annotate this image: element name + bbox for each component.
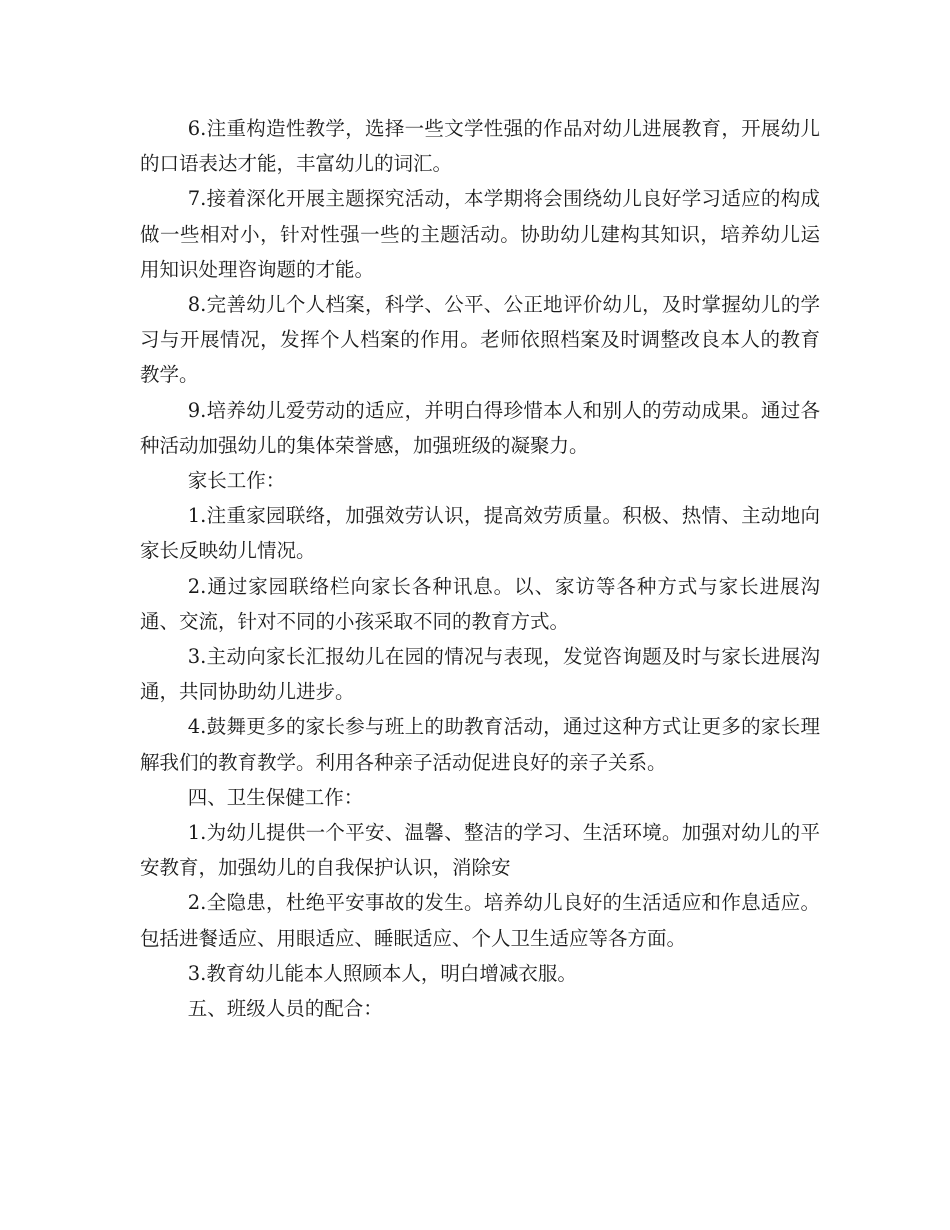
section-heading-parent-work: 家长工作：	[187, 469, 286, 493]
paragraph-item-6: 6.注重构造性教学，选择一些文学性强的作品对幼儿进展教育，开展幼儿的口语表达才能，丰富幼儿的词汇。	[140, 117, 820, 176]
parent-item-4: 4.鼓舞更多的家长参与班上的助教育活动，通过这种方式让更多的家长理解我们的教育教学。利用各种亲子活动促进良好的亲子关系。	[140, 715, 820, 774]
paragraph-item-9: 9.培养幼儿爱劳动的适应，并明白得珍惜本人和别人的劳动成果。通过各种活动加强幼儿的集体荣誉感，加强班级的凝聚力。	[140, 398, 820, 457]
health-item-1: 1.为幼儿提供一个平安、温馨、整洁的学习、生活环境。加强对幼儿的平安教育，加强幼儿的自我保护认识，消除安	[140, 821, 820, 880]
health-item-2: 2.全隐患，杜绝平安事故的发生。培养幼儿良好的生活适应和作息适应。包括进餐适应、用眼适应、睡眠适应、个人卫生适应等各方面。	[140, 891, 820, 950]
section-heading-class-staff: 五、班级人员的配合：	[187, 997, 383, 1021]
parent-item-3: 3.主动向家长汇报幼儿在园的情况与表现，发觉咨询题及时与家长进展沟通，共同协助幼儿进步。	[140, 645, 820, 704]
parent-item-2: 2.通过家园联络栏向家长各种讯息。以、家访等各种方式与家长进展沟通、交流，针对不同的小孩采取不同的教育方式。	[140, 574, 820, 633]
section-heading-health-care: 四、卫生保健工作：	[187, 785, 364, 809]
health-item-3: 3.教育幼儿能本人照顾本人，明白增减衣服。	[187, 961, 577, 985]
parent-item-1: 1.注重家园联络，加强效劳认识，提高效劳质量。积极、热情、主动地向家长反映幼儿情况。	[140, 504, 820, 563]
paragraph-item-7: 7.接着深化开展主题探究活动，本学期将会围绕幼儿良好学习适应的构成做一些相对小，针对性强一些的主题活动。协助幼儿建构其知识，培养幼儿运用知识处理咨询题的才能。	[140, 187, 820, 281]
document-page	[140, 111, 820, 1026]
paragraph-item-8: 8.完善幼儿个人档案，科学、公平、公正地评价幼儿，及时掌握幼儿的学习与开展情况，发挥个人档案的作用。老师依照档案及时调整改良本人的教育教学。	[140, 293, 820, 387]
